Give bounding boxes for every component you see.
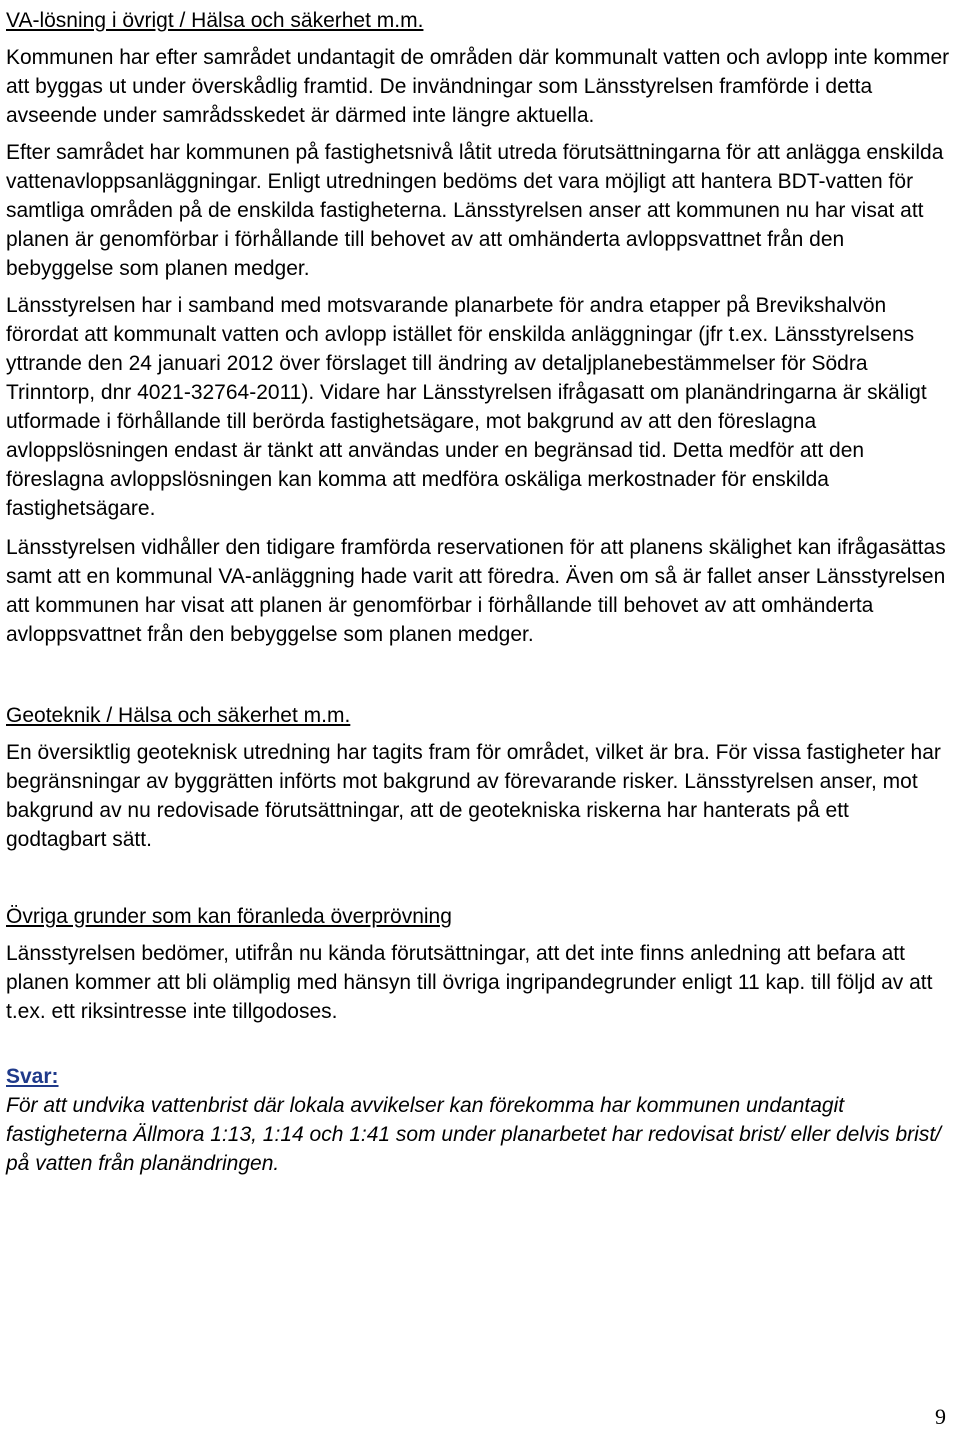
section-heading-geoteknik: Geoteknik / Hälsa och säkerhet m.m. [6,704,351,727]
svar-label: Svar: [6,1065,59,1088]
section-heading-va: VA-lösning i övrigt / Hälsa och säkerhet m.m. [6,9,424,32]
paragraph-va-2: Efter samrådet har kommunen på fastighetsnivå låtit utreda förutsättningarna för att anlägga enskilda vattenavloppsanläggningar. Enligt utredningen bedöms det vara möjligt att hantera BDT-vatten för samtliga områden på de enskilda fastigheterna. Länsstyrelsen anser att kommunen nu har visat att planen är genomförbar i förhållande till behovet av att omhänderta avloppsvattnet från den bebyggelse som planen medger. [6,141,944,280]
svar-text: För att undvika vattenbrist där lokala avvikelser kan förekomma har kommunen undantagit fastigheterna Ällmora 1:13, 1:14 och 1:41 som under planarbetet har redovisat brist/ eller delvis brist/ på vatten från planändringen. [6,1094,942,1175]
paragraph-ovriga-grunder: Länsstyrelsen bedömer, utifrån nu kända förutsättningar, att det inte finns anledning att befara att planen kommer att bli olämplig med hänsyn till övriga ingripandegrunder enligt 11 kap. till följd av att t.ex. ett riksintresse inte tillgodoses. [6,942,933,1023]
paragraph-geoteknik: En översiktlig geoteknisk utredning har tagits fram för området, vilket är bra. För vissa fastigheter har begränsningar av byggrätten införts mot bakgrund av förevarande risker. Länsstyrelsen anser, mot bakgrund av nu redovisade förutsättningar, att de geotekniska riskerna har hanterats på ett godtagbart sätt. [6,741,941,851]
page-number: 9 [935,1404,946,1429]
paragraph-va-3: Länsstyrelsen har i samband med motsvarande planarbete för andra etapper på Brevikshalvön förordat att kommunalt vatten och avlopp istället för enskilda anläggningar (jfr t.ex. Länsstyrelsens yttrande den 24 januari 2012 över förslaget till ändring av detaljplanebestämmelser för Södra Trinntorp, dnr 4021-32764-2011). Vidare har Länsstyrelsen ifrågasatt om planändringarna är skäligt utformade i förhållande till berörda fastighetsägare, mot bakgrund av att den föreslagna avloppslösningen endast är tänkt att användas under en begränsad tid. Detta medför att den föreslagna avloppslösningen kan komma att medföra oskäliga merkostnader för enskilda fastighetsägare. [6,294,927,520]
paragraph-va-1: Kommunen har efter samrådet undantagit de områden där kommunalt vatten och avlopp inte kommer att byggas ut under överskådlig framtid. De invändningar som Länsstyrelsen framförde i detta avseende under samrådsskedet är därmed inte längre aktuella. [6,46,950,127]
paragraph-va-4: Länsstyrelsen vidhåller den tidigare framförda reservationen för att planens skälighet kan ifrågasättas samt att en kommunal VA-anläggning hade varit att föredra. Även om så är fallet anser Länsstyrelsen att kommunen har visat att planen är genomförbar i förhållande till behovet av att omhänderta avloppsvattnet från den bebyggelse som planen medger. [6,536,946,646]
section-heading-ovriga-grunder: Övriga grunder som kan föranleda överprövning [6,905,452,928]
document-page [6,6,952,1178]
